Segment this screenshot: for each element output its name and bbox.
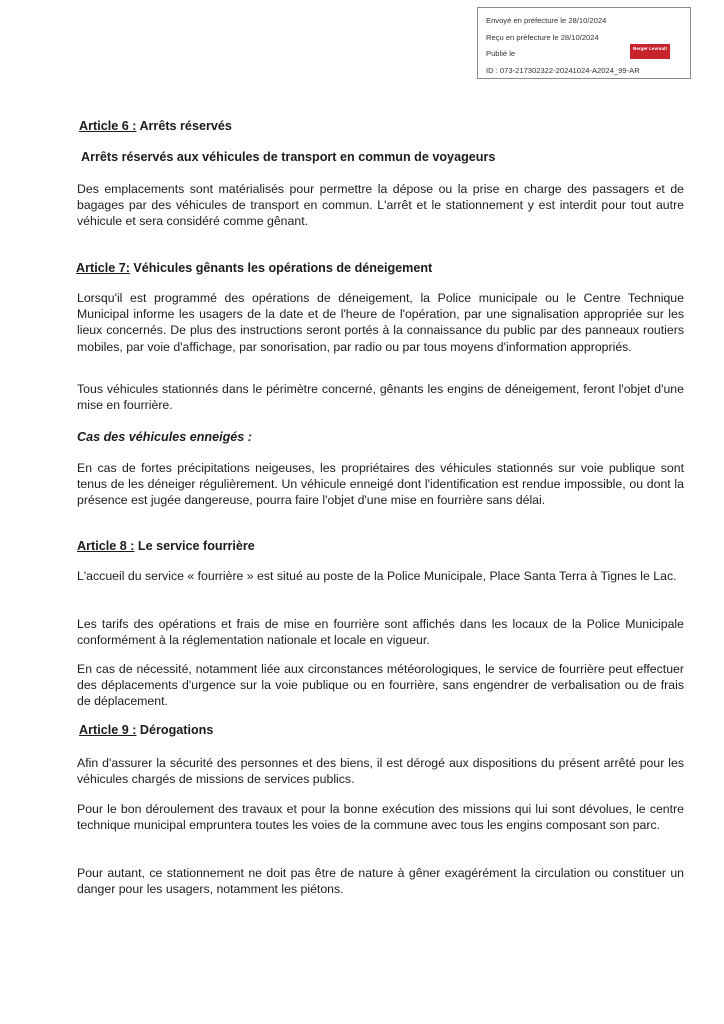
article-6-label: Article 6 : [79,119,137,133]
article-6-heading [79,119,232,133]
article-9-paragraph-1: Afin d'assurer la sécurité des personnes et des biens, il est dérogé aux dispositions du présent arrêté pour les véhicules chargés de missions de services publics. [77,756,684,787]
article-9-paragraph-2: Pour le bon déroulement des travaux et pour la bonne exécution des missions qui lui sont dévolues, le centre technique municipal empruntera toutes les voies de la commune avec tous les engins composant son parc. [77,802,684,833]
article-7-paragraph-1: Lorsqu'il est programmé des opérations de déneigement, la Police municipale ou le Centre Technique Municipal informe les usagers de la date et de l'heure de l'opération, par une signalisation appropriée sur les lieux concernés. De plus des instructions seront portés à la connaissance du public par des panneaux routiers mobiles, par voie d'affichage, par sonorisation, par radio ou par tous moyens d'information appropriés. [77,291,684,354]
article-8-heading [77,539,255,553]
article-6-paragraph-1: Des emplacements sont matérialisés pour permettre la dépose ou la prise en charge des passagers et de bagages par des véhicules de transport en commun. L'arrêt et le stationnement y est interdit pour tout autre véhicule et sera considéré comme gênant. [77,182,684,229]
article-8-title: Le service fourrière [134,539,255,553]
prefecture-stamp [477,7,691,79]
berger-levrault-logo: Berger Levrault [630,44,670,59]
article-6-title: Arrêts réservés [136,119,232,133]
article-7-title: Véhicules gênants les opérations de déneigement [129,261,433,275]
article-9-paragraph-3: Pour autant, ce stationnement ne doit pas être de nature à gêner exagérément la circulation ou constituer un danger pour les usagers, notamment les piétons. [77,866,684,897]
article-7-heading [76,261,432,275]
article-7-label: Article 7: [76,261,130,275]
article-9-title: Dérogations [136,723,214,737]
article-9-label: Article 9 : [79,723,137,737]
stamp-published: Publié le [486,49,516,58]
article-7-subtitle: Cas des véhicules enneigés : [77,430,252,444]
article-7-paragraph-3: En cas de fortes précipitations neigeuses, les propriétaires des véhicules stationnés sur voie publique sont tenus de les déneiger régulièrement. Un véhicule enneigé dont l'identification est rendue impossible, ou dont la présence est jugée dangereuse, pourra faire l'objet d'une mise en fourrière sans délai. [77,461,684,508]
stamp-id: ID : 073-217302322-20241024-A2024_99-AR [486,66,640,75]
article-7-paragraph-2: Tous véhicules stationnés dans le périmètre concerné, gênants les engins de déneigement, feront l'objet d'une mise en fourrière. [77,382,684,413]
article-8-paragraph-2: Les tarifs des opérations et frais de mise en fourrière sont affichés dans les locaux de la Police Municipale conformément à la réglementation nationale et locale en vigueur. [77,617,684,648]
article-9-heading [79,723,213,737]
article-6-subtitle: Arrêts réservés aux véhicules de transport en commun de voyageurs [81,150,496,164]
article-8-paragraph-1: L'accueil du service « fourrière » est situé au poste de la Police Municipale, Place Santa Terra à Tignes le Lac. [77,569,677,583]
stamp-received-date: Reçu en préfecture le 28/10/2024 [486,33,599,42]
article-8-paragraph-3: En cas de nécessité, notamment liée aux circonstances météorologiques, le service de fourrière peut effectuer des déplacements d'urgence sur la voie publique ou en fourrière, sans engendrer de verbalisation ou de frais de déplacement. [77,662,684,709]
article-8-label: Article 8 : [77,539,135,553]
stamp-sent-date: Envoyé en préfecture le 28/10/2024 [486,16,607,25]
